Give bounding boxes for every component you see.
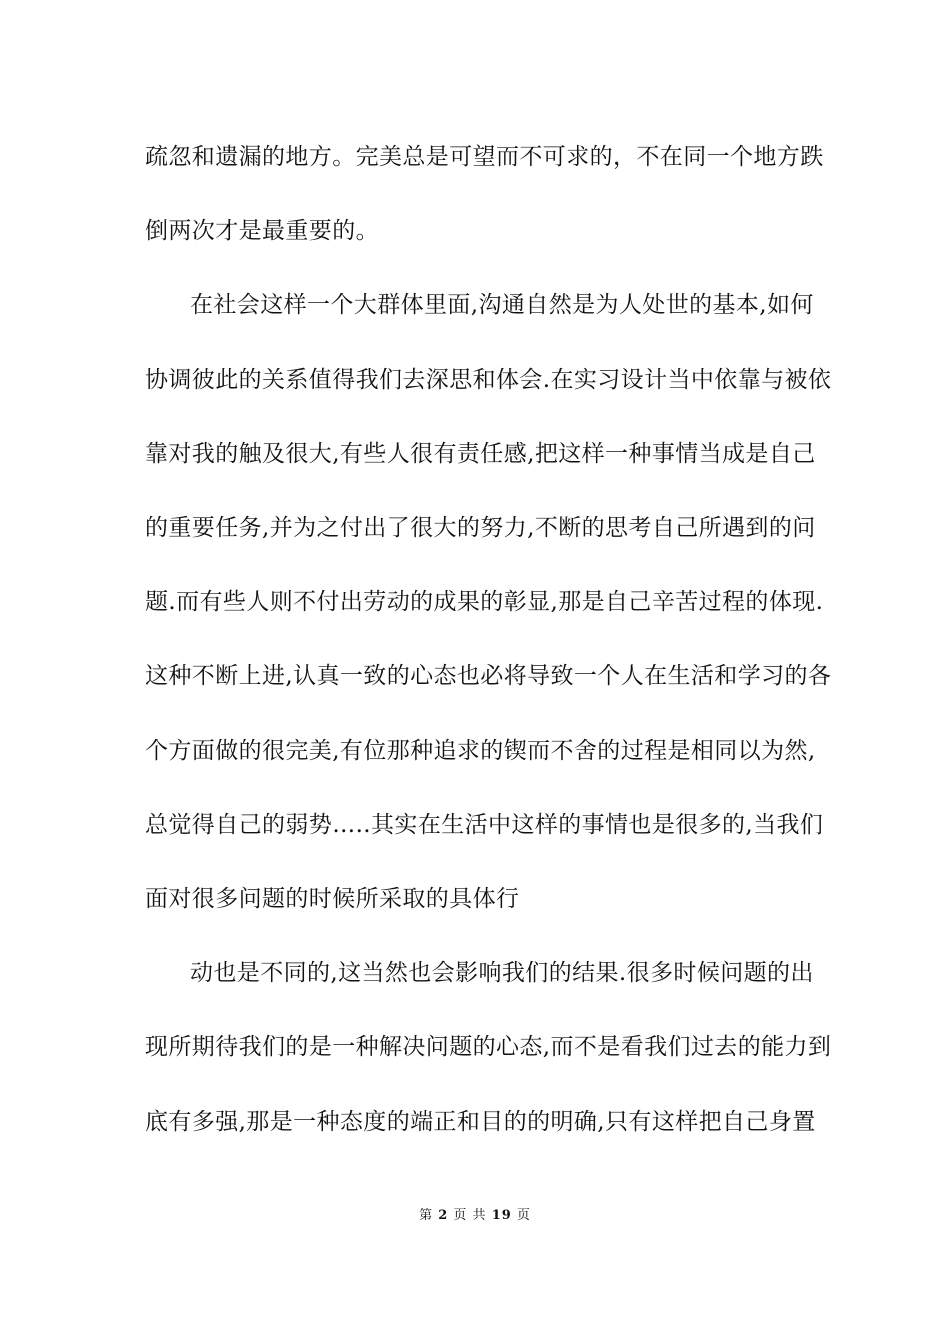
text-line: 倒两次才是最重要的。 — [145, 218, 379, 244]
paragraph-start-line: 在社会这样一个大群体里面,沟通自然是为人处世的基本,如何 — [190, 292, 814, 318]
paragraph-start-line: 动也是不同的,这当然也会影响我们的结果.很多时候问题的出 — [190, 960, 814, 986]
page-footer — [0, 1207, 950, 1225]
footer-middle: 页 共 — [453, 1208, 487, 1223]
total-page-count: 19 — [491, 1208, 512, 1223]
footer-prefix: 第 — [419, 1208, 434, 1223]
text-line: 现所期待我们的是一种解决问题的心态,而不是看我们过去的能力到 — [145, 1034, 832, 1060]
text-line: 底有多强,那是一种态度的端正和目的的明确,只有这样把自己身置 — [145, 1109, 816, 1135]
footer-suffix: 页 — [516, 1208, 531, 1223]
text-line: 疏忽和遗漏的地方。完美总是可望而不可求的，不在同一个地方跌 — [145, 144, 824, 170]
text-line: 的重要任务,并为之付出了很大的努力,不断的思考自己所遇到的问 — [145, 515, 816, 541]
text-line: 这种不断上进,认真一致的心态也必将导致一个人在生活和学习的各 — [145, 663, 832, 689]
text-line: 协调彼此的关系值得我们去深思和体会.在实习设计当中依靠与被依 — [145, 367, 832, 393]
current-page-number: 2 — [438, 1208, 449, 1223]
text-line: 靠对我的触及很大,有些人很有责任感,把这样一种事情当成是自己 — [145, 441, 816, 467]
text-line: 题.而有些人则不付出劳动的成果的彰显,那是自己辛苦过程的体现. — [145, 589, 824, 615]
text-line: 个方面做的很完美,有位那种追求的锲而不舍的过程是相同以为然, — [145, 738, 816, 764]
text-line: 总觉得自己的弱势…..其实在生活中这样的事情也是很多的,当我们 — [145, 812, 824, 838]
text-line: 面对很多问题的时候所采取的具体行 — [145, 886, 520, 912]
